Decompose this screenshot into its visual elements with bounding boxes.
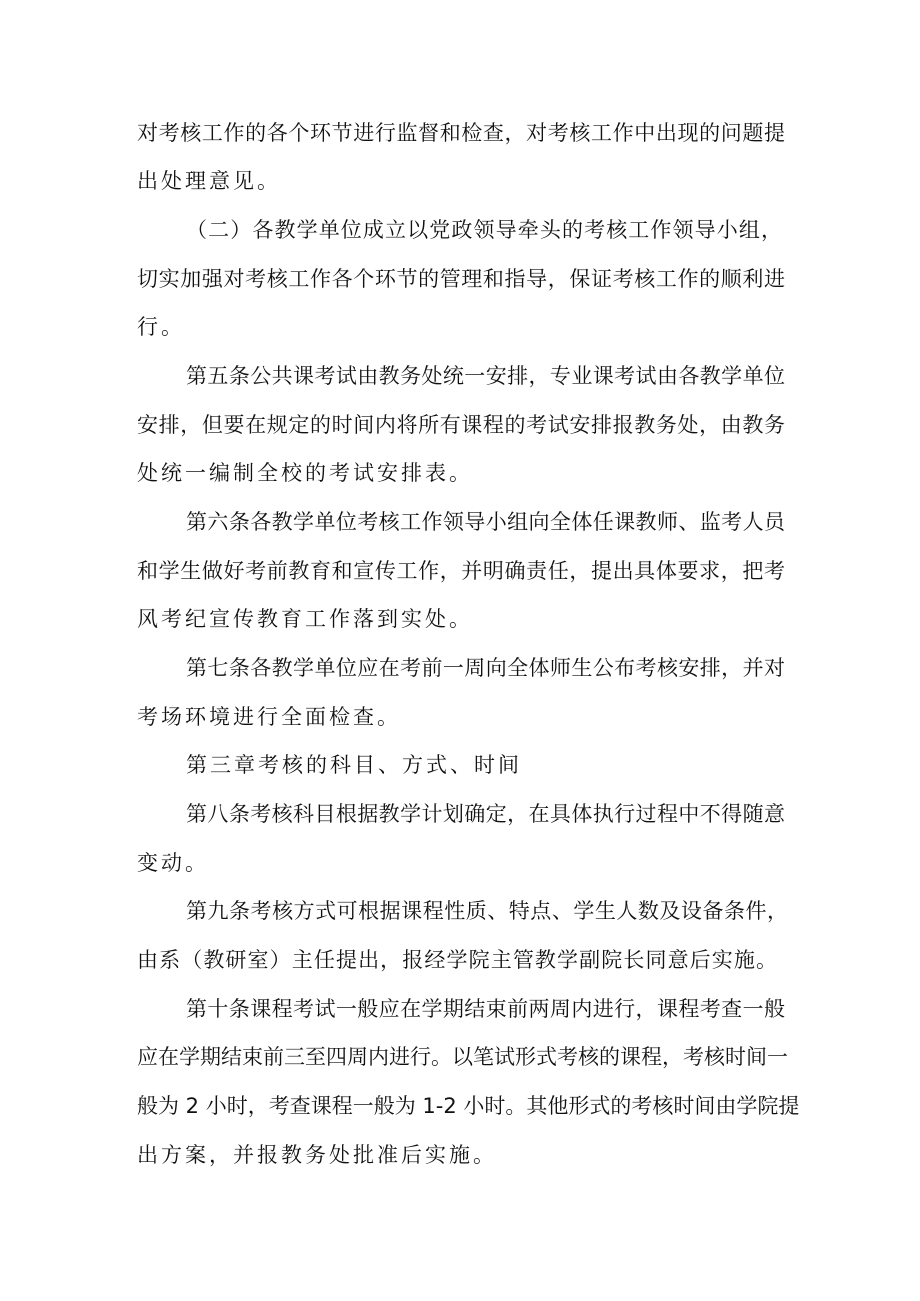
body-text-line: 第七条各教学单位应在考前一周向全体师生公布考核安排，并对: [186, 656, 785, 680]
body-text-line: 应在学期结束前三至四周内进行。以笔试形式考核的课程，考核时间一: [137, 1045, 788, 1069]
body-text-line: 处统一编制全校的考试安排表。: [137, 461, 473, 485]
body-text-line: 行。: [137, 315, 185, 339]
body-text-line: 第十条课程考试一般应在学期结束前两周内进行，课程考查一般: [186, 997, 785, 1021]
body-text-line: 由系（教研室）主任提出，报经学院主管教学副院长同意后实施。: [137, 948, 777, 972]
body-text-line: 第九条考核方式可根据课程性质、特点、学生人数及设备条件，: [186, 899, 788, 923]
body-text-line: 对考核工作的各个环节进行监督和检查，对考核工作中出现的问题提: [137, 121, 785, 145]
body-text-line: 切实加强对考核工作各个环节的管理和指导，保证考核工作的顺利进: [137, 267, 785, 291]
body-text-line: 出方案，并报教务处批准后实施。: [137, 1143, 497, 1167]
body-text-line: 风考纪宣传教育工作落到实处。: [137, 607, 473, 631]
body-text-line: 变动。: [137, 851, 209, 875]
body-text-line: 第六条各教学单位考核工作领导小组向全体任课教师、监考人员: [186, 510, 785, 534]
body-text-line: 出处理意见。: [137, 169, 281, 193]
body-text-line: （二）各教学单位成立以党政领导牵头的考核工作领导小组，: [186, 218, 782, 242]
body-text-line: 和学生做好考前教育和宣传工作，并明确责任，提出具体要求，把考: [137, 559, 785, 583]
body-text-line: 般为 2 小时，考查课程一般为 1-2 小时。其他形式的考核时间由学院提: [137, 1094, 800, 1118]
body-text-line: 考场环境进行全面检查。: [137, 705, 401, 729]
body-text-line: 第八条考核科目根据教学计划确定，在具体执行过程中不得随意: [186, 802, 785, 826]
chapter-heading: 第三章考核的科目、方式、时间: [186, 753, 522, 777]
body-text-line: 安排，但要在规定的时间内将所有课程的考试安排报教务处，由教务: [137, 413, 785, 437]
body-text-line: 第五条公共课考试由教务处统一安排，专业课考试由各教学单位: [186, 364, 785, 388]
